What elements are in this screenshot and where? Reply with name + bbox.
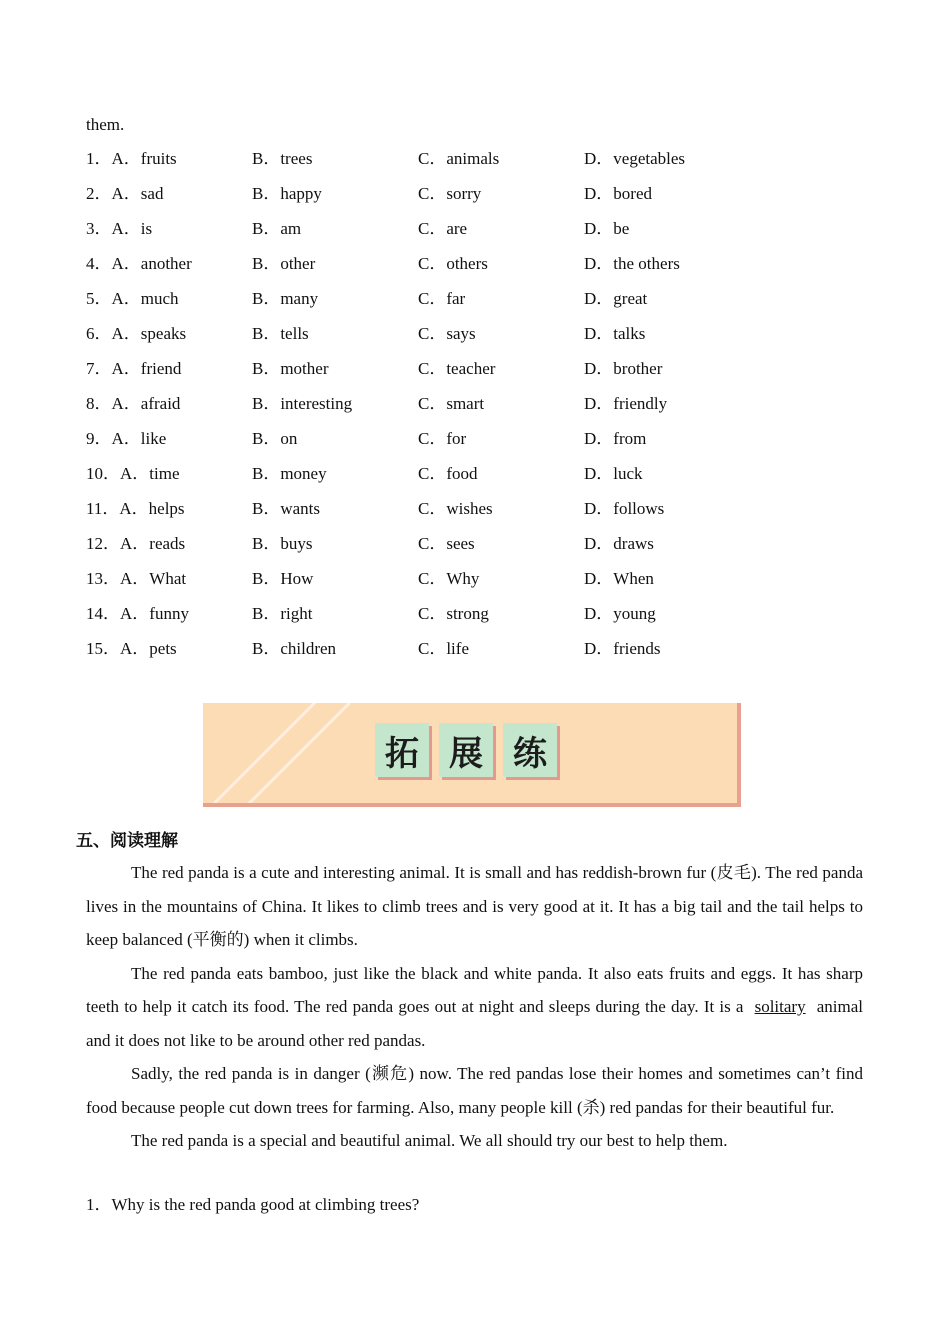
option-b: B．How [252,569,314,588]
paragraph: The red panda is a cute and interesting animal. It is small and has reddish-brown fur (皮毛). The red panda lives in the mountains of China. It likes to climb trees and is very good at it. It has a big tail and the tail helps to keep balanced (平衡的) when it climbs. [86,863,863,949]
question-number-and-option-a: 15．A．pets [86,639,177,658]
option-row [86,428,846,463]
question-number-and-option-a: 2．A．sad [86,184,164,203]
section-banner [203,703,741,807]
option-d: D．follows [584,499,665,518]
reading-passage [86,856,863,1158]
option-b: B．many [252,289,319,308]
option-c: C．smart [418,394,485,413]
option-b: B．money [252,464,327,483]
option-row [86,323,846,358]
option-b: B．right [252,604,313,623]
option-row [86,393,846,428]
option-c: C．strong [418,604,489,623]
question-number-and-option-a: 12．A．reads [86,534,186,553]
option-d: D．the others [584,254,680,273]
option-row [86,288,846,323]
option-b: B．wants [252,499,320,518]
option-row [86,253,846,288]
option-c: C．food [418,464,478,483]
banner-stripe [235,703,350,807]
option-c: C．teacher [418,359,496,378]
question-number-and-option-a: 11．A．helps [86,499,185,518]
option-row [86,498,846,533]
question-number-and-option-a: 14．A．funny [86,604,189,623]
option-d: D．luck [584,464,643,483]
options-list [86,148,846,673]
question-number-and-option-a: 3．A．is [86,219,153,238]
question-number-and-option-a: 10．A．time [86,464,180,483]
option-c: C．says [418,324,476,343]
banner-char-tile: 拓 [375,723,429,777]
option-c: C．others [418,254,488,273]
question-1: 1．Why is the red panda good at climbing trees? [86,1195,420,1214]
option-row [86,603,846,638]
option-row [86,148,846,183]
option-c: C．sees [418,534,475,553]
option-d: D．draws [584,534,654,553]
option-row [86,638,846,673]
option-d: D．from [584,429,647,448]
paragraph [86,957,863,1058]
option-c: C．for [418,429,467,448]
paragraph: Sadly, the red panda is in danger (濒危) now. The red pandas lose their homes and sometimes can’t find food because people cut down trees for farming. Also, many people kill (杀) red pandas for their beautiful fur. [86,1064,863,1117]
option-d: D．When [584,569,654,588]
option-b: B．interesting [252,394,353,413]
question-number-and-option-a: 13．A．What [86,569,187,588]
paragraph-text: animal and it does not like to be around other red pandas. [86,997,864,1050]
option-d: D．talks [584,324,646,343]
banner-tiles [375,723,557,777]
question-number-and-option-a: 1．A．fruits [86,149,177,168]
option-d: D．bored [584,184,652,203]
option-b: B．on [252,429,298,448]
option-b: B．other [252,254,316,273]
option-c: C．wishes [418,499,493,518]
option-b: B．trees [252,149,313,168]
option-c: C．sorry [418,184,482,203]
option-c: C．far [418,289,466,308]
option-b: B．happy [252,184,322,203]
underlined-word: solitary [754,997,806,1016]
option-row [86,568,846,603]
question-number-and-option-a: 5．A．much [86,289,179,308]
section-title: 五、阅读理解 [76,831,178,851]
option-row [86,358,846,393]
option-d: D．brother [584,359,663,378]
option-d: D．friends [584,639,661,658]
question-number-and-option-a: 7．A．friend [86,359,182,378]
option-b: B．am [252,219,302,238]
option-c: C．Why [418,569,480,588]
banner-char-tile: 展 [439,723,493,777]
option-d: D．vegetables [584,149,686,168]
question-number-and-option-a: 8．A．afraid [86,394,181,413]
option-d: D．be [584,219,630,238]
option-c: C．are [418,219,468,238]
question-number-and-option-a: 6．A．speaks [86,324,187,343]
option-row [86,218,846,253]
option-b: B．mother [252,359,329,378]
option-d: D．great [584,289,648,308]
paragraph-text: The red panda eats bamboo, just like the black and white panda. It also eats fruits and eggs. It has sharp teeth to help it catch its food. The red panda goes out at night and sleeps during the day. It is a [86,963,863,1016]
paragraph: The red panda is a special and beautiful animal. We all should try our best to help them. [131,1131,728,1150]
option-c: C．animals [418,149,500,168]
option-b: B．tells [252,324,309,343]
option-b: B．buys [252,534,313,553]
option-row [86,533,846,568]
option-c: C．life [418,639,469,658]
banner-char-tile: 练 [503,723,557,777]
option-row [86,463,846,498]
question-number-and-option-a: 9．A．like [86,429,167,448]
option-b: B．children [252,639,337,658]
option-d: D．young [584,604,656,623]
question-number-and-option-a: 4．A．another [86,254,192,273]
option-d: D．friendly [584,394,668,413]
passage-tail: them. [86,115,125,134]
option-row [86,183,846,218]
